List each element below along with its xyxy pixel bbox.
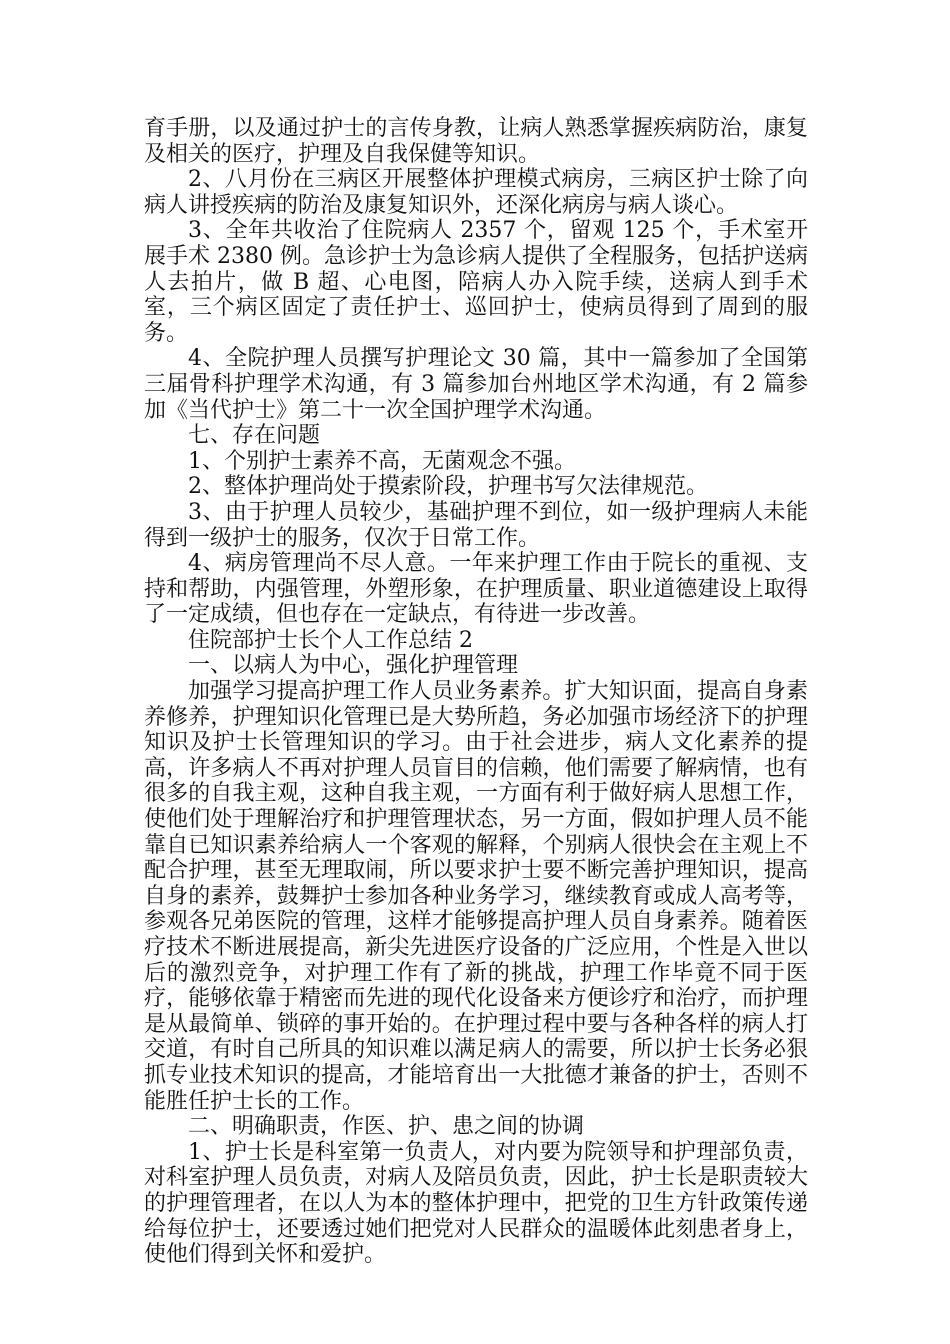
paragraph-item-2: 2、八月份在三病区开展整体护理模式病房，三病区护士除了向病人讲授疾病的防治及康复知识外，还深化病房与病人谈心。 [144,167,808,218]
paragraph-item-3: 3、全年共收治了住院病人 2357 个，留观 125 个，手术室开展手术 2380 例。急诊护士为急诊病人提供了全程服务，包括护送病人去拍片，做 B 超、心电图，陪病人办入院手续，送病人到手术室，三个病区固定了责任护士、巡回护士，使病员得到了周到的服务。 [144,218,808,346]
section-heading-responsibilities: 二、明确职责，作医、护、患之间的协调 [188,1114,585,1140]
document-subtitle: 住院部护士长个人工作总结 2 [188,627,473,653]
paragraph-continuation: 育手册，以及通过护士的言传身教，让病人熟悉掌握疾病防治，康复及相关的医疗，护理及自我保健等知识。 [144,116,808,167]
paragraph-problem-3: 3、由于护理人员较少，基础护理不到位，如一级护理病人未能得到一级护士的服务，仅次于日常工作。 [144,499,808,551]
paragraph-item-4: 4、全院护理人员撰写护理论文 30 篇，其中一篇参加了全国第三届骨科护理学术沟通，有 3 篇参加台州地区学术沟通，有 2 篇参加《当代护士》第二十一次全国护理学术沟通。 [144,346,808,423]
paragraph-learning: 加强学习提高护理工作人员业务素养。扩大知识面，提高自身素养修养，护理知识化管理已是大势所趋，务必加强市场经济下的护理知识及护士长管理知识的学习。由于社会进步，病人文化素养的提高，许多病人不再对护理人员盲目的信赖，他们需要了解病情，也有很多的自我主观，这种自我主观，一方面有利于做好病人思想工作，使他们处于理解治疗和护理管理状态，另一方面，假如护理人员不能靠自已知识素养给病人一个客观的解释，个别病人很快会在主观上不配合护理，甚至无理取闹，所以要求护士要不断完善护理知识，提高自身的素养，鼓舞护士参加各种业务学习，继续教育或成人高考等，参观各兄弟医院的管理，这样才能够提高护理人员自身素养。随着医疗技术不断进展提高，新尖先进医疗设备的广泛应用，个性是入世以后的激烈竞争，对护理工作有了新的挑战，护理工作毕竟不同于医疗，能够依靠于精密而先进的现代化设备来方便诊疗和治疗，而护理是从最简单、锁碎的事开始的。在护理过程中要与各种各样的病人打交道，有时自己所具的知识难以满足病人的需要，所以护士长务必狠抓专业技术知识的提高，才能培育出一大批德才兼备的护士，否则不能胜任护士长的工作。 [144,679,808,1114]
paragraph-head-nurse: 1、护士长是科室第一负责人，对内要为院领导和护理部负责，对科室护理人员负责，对病人及陪员负责，因此，护士长是职责较大的护理管理者，在以人为本的整体护理中，把党的卫生方针政策传递给每位护士，还要透过她们把党对人民群众的温暖体此刻患者身上，使他们得到关怀和爱护。 [144,1139,808,1268]
section-heading-patient-centered: 一、以病人为中心，强化护理管理 [188,653,519,679]
paragraph-problem-2: 2、整体护理尚处于摸索阶段，护理书写欠法律规范。 [188,474,708,500]
document-page [144,116,808,1268]
paragraph-problem-1: 1、个别护士素养不高，无菌观念不强。 [188,448,576,474]
paragraph-problem-4: 4、病房管理尚不尽人意。一年来护理工作由于院长的重视、支持和帮助，内强管理，外塑形象，在护理质量、职业道德建设上取得了一定成绩，但也存在一定缺点，有待进一步改善。 [144,551,808,628]
section-heading-problems: 七、存在问题 [188,423,321,449]
